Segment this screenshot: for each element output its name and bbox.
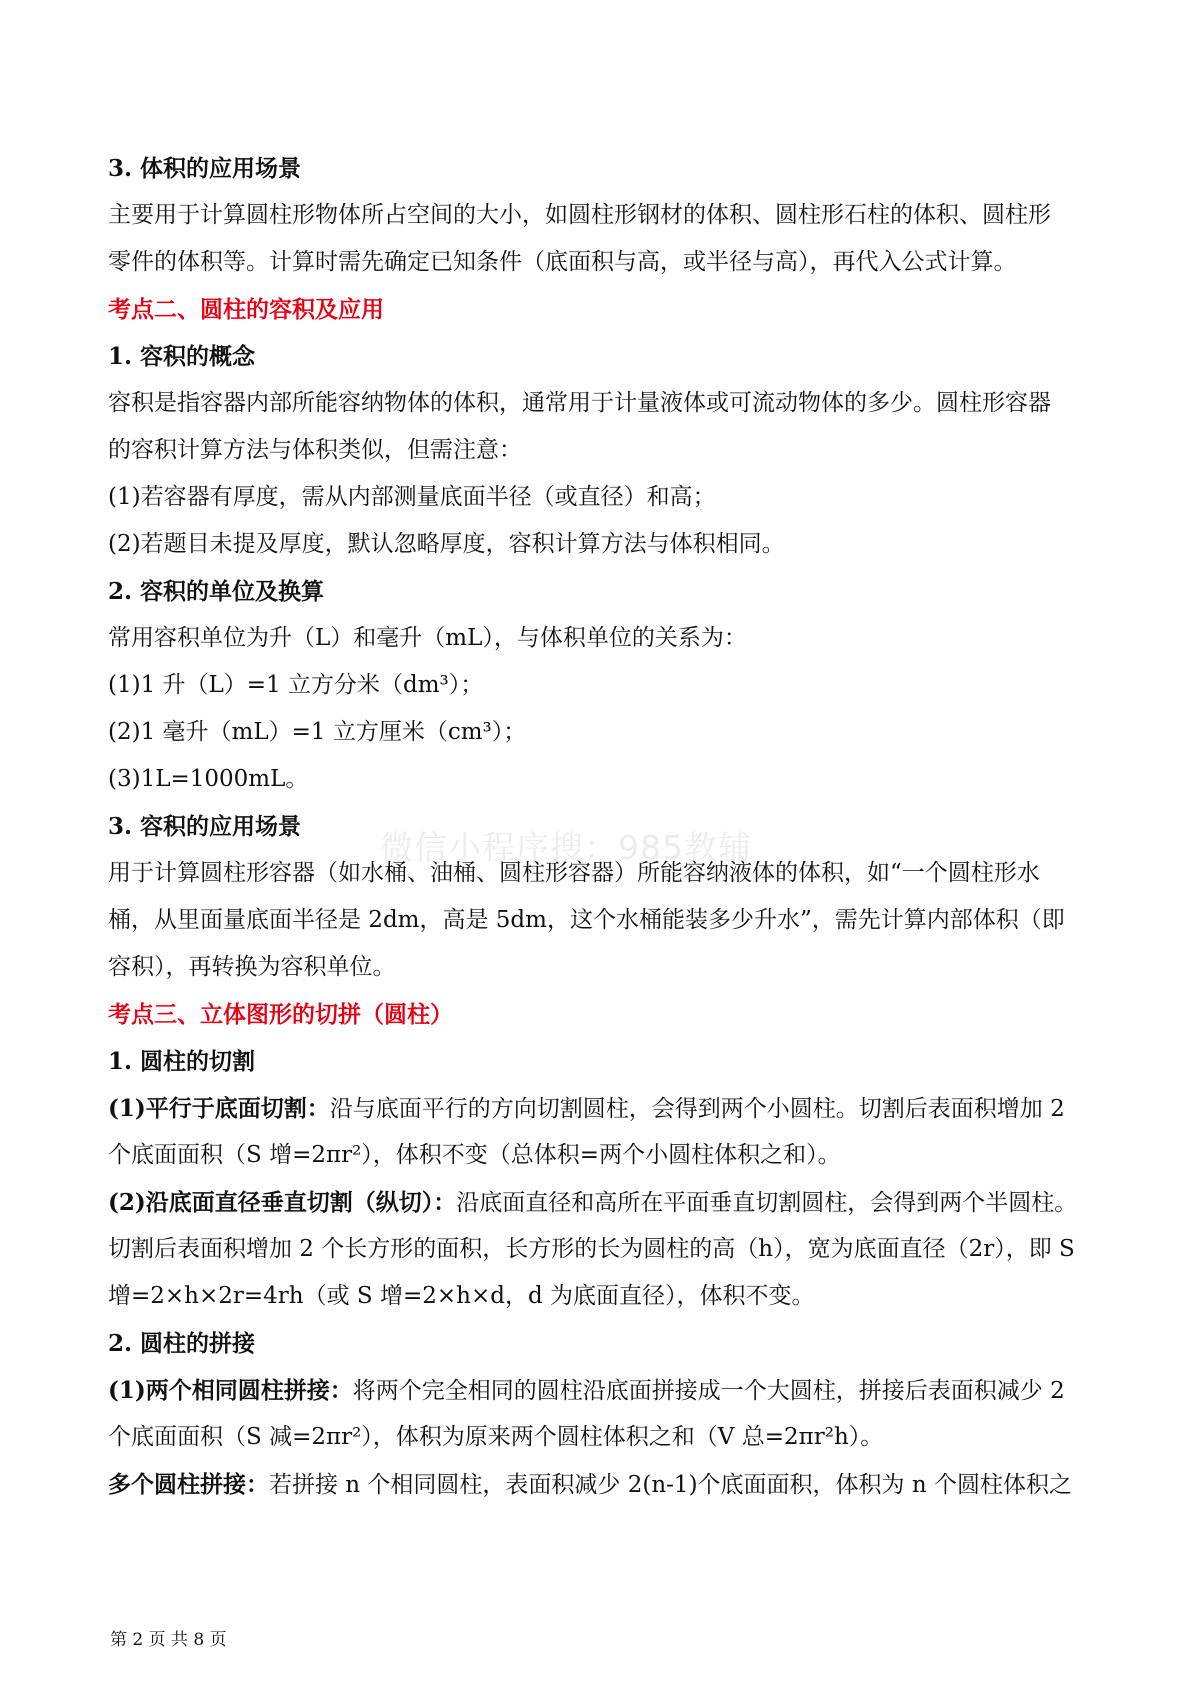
term-label: (1)平行于底面切割： bbox=[108, 1095, 330, 1122]
paragraph-line: 的容积计算方法与体积类似，但需注意： bbox=[108, 437, 522, 463]
paragraph-line: 切割后表面积增加 2 个长方形的面积，长方形的长为圆柱的高（h），宽为底面直径（2r），即 S bbox=[108, 1236, 1075, 1262]
paragraph-line: 常用容积单位为升（L）和毫升（mL），与体积单位的关系为： bbox=[108, 625, 747, 651]
list-item: (2)1 毫升（mL）=1 立方厘米（cm³）； bbox=[108, 719, 527, 745]
paragraph-line: 主要用于计算圆柱形物体所占空间的大小，如圆柱形钢材的体积、圆柱形石柱的体积、圆柱形 bbox=[108, 202, 1051, 228]
paragraph-line: 零件的体积等。计算时需先确定已知条件（底面积与高，或半径与高），再代入公式计算。 bbox=[108, 249, 1017, 275]
term-text: 将两个完全相同的圆柱沿底面拼接成一个大圆柱，拼接后表面积减少 2 bbox=[352, 1378, 1065, 1404]
term-text: 若拼接 n 个相同圆柱，表面积减少 2(n-1)个底面面积，体积为 n 个圆柱体积之 bbox=[269, 1472, 1072, 1498]
list-item: (2)若题目未提及厚度，默认忽略厚度，容积计算方法与体积相同。 bbox=[108, 531, 785, 557]
paragraph-line: 增=2×h×2r=4rh（或 S 增=2×h×d，d 为底面直径），体积不变。 bbox=[108, 1283, 815, 1309]
section-title-cut-join: 考点三、立体图形的切拼（圆柱） bbox=[108, 1001, 453, 1028]
list-item: (1)1 升（L）=1 立方分米（dm³）； bbox=[108, 672, 484, 698]
page-content bbox=[108, 145, 1088, 1508]
watermark: 微信小程序搜：985教辅 bbox=[380, 828, 752, 867]
term-label: 多个圆柱拼接： bbox=[108, 1471, 269, 1498]
list-item bbox=[108, 1367, 1088, 1414]
page-number: 第 2 页 共 8 页 bbox=[110, 1630, 227, 1650]
heading-volume-application: 3. 体积的应用场景 bbox=[108, 155, 302, 182]
heading-capacity-concept: 1. 容积的概念 bbox=[108, 343, 256, 370]
list-item bbox=[108, 1085, 1088, 1132]
term-text: 沿与底面平行的方向切割圆柱，会得到两个小圆柱。切割后表面积增加 2 bbox=[329, 1096, 1065, 1122]
paragraph-line: 容积），再转换为容积单位。 bbox=[108, 954, 396, 980]
heading-capacity-units: 2. 容积的单位及换算 bbox=[108, 578, 325, 605]
term-label: (2)沿底面直径垂直切割（纵切）： bbox=[108, 1189, 457, 1216]
term-text: 沿底面直径和高所在平面垂直切割圆柱，会得到两个半圆柱。 bbox=[456, 1190, 1078, 1216]
heading-cylinder-cutting: 1. 圆柱的切割 bbox=[108, 1048, 256, 1075]
heading-cylinder-joining: 2. 圆柱的拼接 bbox=[108, 1330, 256, 1357]
section-title-capacity: 考点二、圆柱的容积及应用 bbox=[108, 296, 384, 323]
paragraph-line: 容积是指容器内部所能容纳物体的体积，通常用于计量液体或可流动物体的多少。圆柱形容器 bbox=[108, 390, 1051, 416]
paragraph-line: 桶，从里面量底面半径是 2dm，高是 5dm，这个水桶能装多少升水”，需先计算内部体积（即 bbox=[108, 907, 1065, 933]
list-item bbox=[108, 1179, 1088, 1226]
paragraph-line: 个底面面积（S 增=2πr²），体积不变（总体积=两个小圆柱体积之和）。 bbox=[108, 1142, 841, 1168]
heading-capacity-application: 3. 容积的应用场景 bbox=[108, 813, 302, 840]
paragraph-line: 用于计算圆柱形容器（如水桶、油桶、圆柱形容器）所能容纳液体的体积，如“一个圆柱形水 bbox=[108, 860, 1040, 886]
list-item: (1)若容器有厚度，需从内部测量底面半径（或直径）和高； bbox=[108, 484, 716, 510]
term-label: (1)两个相同圆柱拼接： bbox=[108, 1377, 353, 1404]
paragraph-line: 个底面面积（S 减=2πr²），体积为原来两个圆柱体积之和（V 总=2πr²h）。 bbox=[108, 1424, 884, 1450]
list-item: (3)1L=1000mL。 bbox=[108, 766, 309, 792]
list-item bbox=[108, 1461, 1088, 1508]
